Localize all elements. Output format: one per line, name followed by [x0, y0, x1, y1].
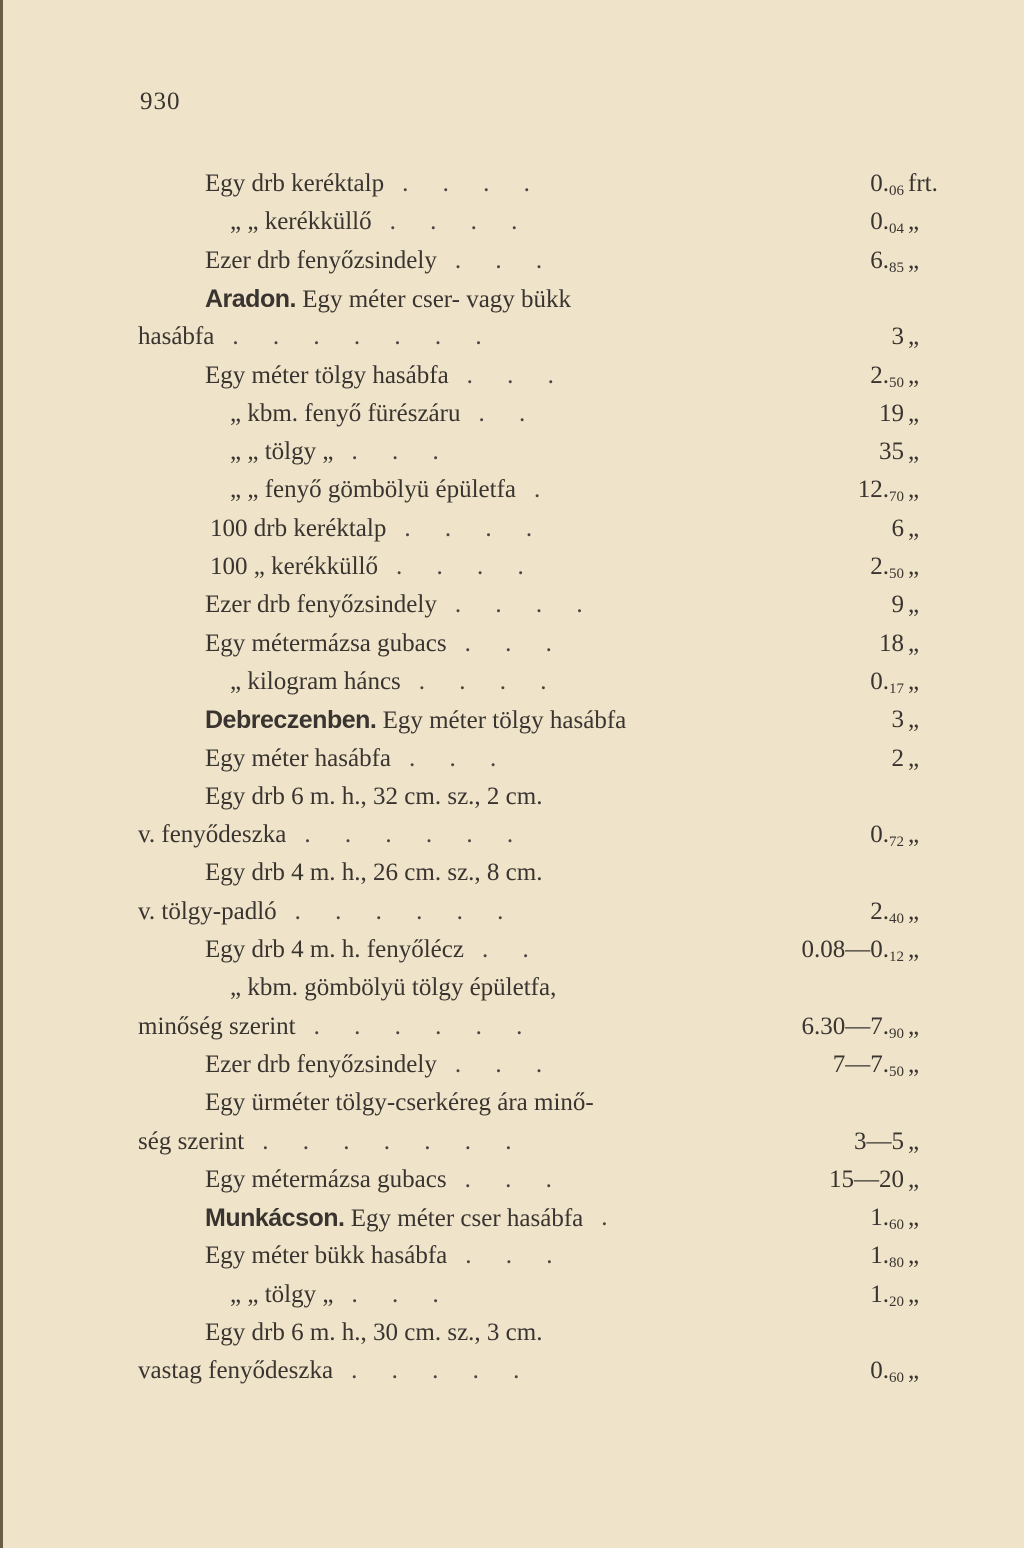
price-value	[870, 664, 904, 707]
item-text: Egy méter cser hasábfa	[344, 1205, 584, 1233]
price-line	[0, 511, 1024, 547]
price-line	[0, 1315, 1024, 1351]
item-text: Egy méter tölgy hasábfa	[376, 707, 627, 735]
item-description	[138, 1124, 244, 1160]
price-fraction: 72	[889, 834, 904, 851]
price-unit: „	[908, 476, 920, 504]
item-description	[205, 1085, 594, 1121]
price-unit: „	[908, 1280, 920, 1308]
price-fraction: 50	[889, 1063, 904, 1080]
price-line	[0, 1085, 1024, 1121]
item-description	[138, 1009, 296, 1045]
item-text: v. fenyődeszka	[138, 821, 287, 849]
item-text: Ezer drb fenyőzsindely	[205, 1050, 437, 1078]
item-description	[230, 204, 372, 240]
price-unit: „	[908, 1012, 920, 1040]
price-value	[870, 243, 904, 286]
item-description	[205, 1238, 447, 1274]
price-line	[0, 1200, 1024, 1236]
price-fraction: 12	[889, 949, 904, 965]
price-line	[0, 281, 1024, 317]
price-unit: „	[908, 936, 920, 963]
price-value	[870, 166, 904, 209]
leader-dots: . . . .	[402, 170, 544, 197]
item-text: „ kilogram háncs	[230, 667, 401, 695]
price-unit: „	[908, 553, 920, 580]
price-line	[0, 932, 1024, 968]
price-unit: „	[908, 744, 920, 772]
price-value	[892, 319, 905, 355]
price-value	[870, 817, 904, 860]
price-main: 1.	[870, 1280, 889, 1308]
price-unit: „	[908, 897, 920, 925]
price-line	[0, 626, 1024, 662]
price-value	[870, 204, 904, 247]
price-value	[833, 1047, 904, 1090]
price-main: 2.	[870, 553, 889, 580]
price-value	[892, 587, 905, 623]
item-text: Egy drb 4 m. h., 26 cm. sz., 8 cm.	[205, 859, 543, 887]
item-text: Egy métermázsa gubacs	[205, 1165, 447, 1193]
item-text: Egy méter tölgy hasábfa	[205, 361, 449, 389]
leader-dots: . . .	[454, 1050, 557, 1078]
city-heading: Debreczenben.	[205, 706, 377, 735]
price-main: 0.	[870, 667, 889, 695]
price-main: 2.	[870, 361, 889, 389]
price-main: 6.30—7.	[801, 1012, 889, 1040]
city-heading: Munkácson.	[205, 1204, 345, 1233]
price-line	[0, 1124, 1024, 1160]
price-fraction: 40	[889, 910, 904, 927]
price-line	[0, 472, 1024, 508]
leader-dots: . . . . .	[351, 1357, 534, 1385]
item-description	[230, 434, 333, 470]
item-description	[205, 281, 571, 318]
leader-dots: . . . .	[396, 553, 538, 580]
price-unit: „	[908, 1050, 920, 1078]
price-main: 3	[891, 706, 904, 734]
price-value	[879, 626, 904, 662]
price-value	[892, 741, 905, 777]
price-main: 6.	[870, 246, 889, 274]
price-fraction: 50	[889, 374, 904, 391]
price-value	[802, 1009, 905, 1052]
leader-dots: . . . .	[389, 208, 532, 236]
item-description	[205, 855, 542, 891]
price-value	[892, 511, 905, 547]
price-line	[0, 970, 1024, 1006]
item-description	[205, 1200, 583, 1237]
price-main: 0.08—0.	[801, 936, 889, 963]
leader-dots: . . . .	[454, 591, 597, 619]
item-description	[138, 319, 214, 355]
price-value	[879, 434, 904, 470]
price-unit: „	[908, 438, 920, 466]
leader-dots: . . .	[466, 361, 568, 389]
leader-dots: .	[601, 1204, 622, 1232]
price-line	[0, 779, 1024, 815]
page-number: 930	[140, 88, 181, 115]
price-main: 2	[891, 744, 904, 772]
price-unit: „	[908, 246, 920, 274]
leader-dots: . .	[481, 936, 543, 963]
price-unit: „	[908, 323, 920, 351]
price-main: 0.	[870, 821, 889, 849]
price-fraction: 04	[889, 221, 904, 238]
price-fraction: 70	[889, 489, 904, 506]
item-description	[205, 243, 437, 279]
item-text: „ „ fenyő gömbölyü épületfa	[230, 476, 517, 504]
price-unit: frt.	[908, 170, 938, 197]
item-description	[205, 1162, 447, 1198]
item-description	[138, 1353, 333, 1389]
leader-dots: . . . .	[404, 514, 547, 542]
item-description	[210, 511, 386, 547]
price-value	[802, 932, 905, 975]
price-unit: „	[908, 629, 920, 657]
item-text: Egy drb 6 m. h., 30 cm. sz., 3 cm.	[205, 1319, 543, 1346]
item-description	[205, 779, 542, 815]
item-text: 100 „ kerékküllő	[210, 553, 379, 580]
leader-dots: . . .	[464, 629, 566, 657]
leader-dots: . . .	[454, 246, 557, 274]
price-line	[0, 204, 1024, 240]
price-line	[0, 1162, 1024, 1198]
item-text: v. tölgy-padló	[138, 897, 277, 925]
price-unit: „	[908, 821, 920, 849]
price-main: 15—20	[829, 1165, 904, 1193]
price-unit: „	[908, 514, 920, 542]
price-line	[0, 243, 1024, 279]
price-fraction: 60	[889, 1217, 904, 1234]
price-line	[0, 434, 1024, 470]
price-line	[0, 549, 1024, 585]
city-heading: Aradon.	[205, 284, 296, 313]
item-description	[205, 1315, 542, 1351]
price-main: 2.	[870, 897, 889, 925]
item-description	[210, 549, 378, 585]
item-description	[230, 396, 460, 432]
item-text: minőség szerint	[138, 1012, 296, 1040]
price-fraction: 60	[889, 1370, 904, 1387]
price-line	[0, 702, 1024, 738]
price-unit: „	[908, 1204, 920, 1232]
item-description	[205, 358, 449, 394]
price-value	[870, 1277, 904, 1320]
price-main: 18	[879, 629, 904, 657]
leader-dots: . . .	[465, 1242, 567, 1270]
price-main: 3	[891, 323, 904, 351]
price-value	[879, 396, 904, 432]
price-main: 6	[891, 514, 904, 542]
item-description	[205, 166, 384, 202]
price-main: 0.	[870, 1357, 889, 1385]
leader-dots: . .	[478, 399, 540, 427]
leader-dots: . . . .	[418, 667, 561, 695]
item-description	[205, 626, 447, 662]
price-line	[0, 817, 1024, 853]
item-description	[230, 970, 556, 1006]
price-line	[0, 664, 1024, 700]
leader-dots: . . . . . .	[294, 897, 518, 925]
price-fraction: 06	[889, 183, 904, 199]
price-unit: „	[908, 208, 920, 236]
leader-dots: .	[534, 476, 555, 504]
leader-dots: . . .	[351, 438, 453, 466]
price-line	[0, 1353, 1024, 1389]
item-text: Ezer drb fenyőzsindely	[205, 246, 437, 274]
item-description	[138, 894, 277, 930]
price-fraction: 80	[889, 1255, 904, 1272]
price-main: 19	[879, 399, 904, 427]
price-value	[858, 472, 904, 515]
price-main: 0.	[870, 170, 889, 197]
price-fraction: 90	[889, 1025, 904, 1042]
price-main: 1.	[870, 1204, 889, 1232]
item-description	[205, 1047, 437, 1083]
item-text: Egy méter bükk hasábfa	[205, 1242, 448, 1270]
item-text: Egy drb 4 m. h. fenyőlécz	[205, 936, 464, 963]
price-value	[854, 1124, 904, 1160]
price-main: 0.	[870, 208, 889, 236]
price-fraction: 50	[889, 566, 904, 582]
item-description	[205, 741, 391, 777]
item-text: vastag fenyődeszka	[138, 1357, 334, 1385]
leader-dots: . . .	[409, 744, 511, 772]
item-description	[205, 587, 437, 623]
item-text: hasábfa	[138, 323, 215, 351]
price-line	[0, 166, 1024, 202]
item-description	[205, 932, 464, 968]
item-text: Egy métermázsa gubacs	[205, 629, 447, 657]
price-unit: „	[908, 1165, 920, 1193]
item-text: 100 drb keréktalp	[210, 514, 387, 542]
price-main: 9	[891, 591, 904, 619]
price-main: 7—7.	[832, 1050, 889, 1078]
price-fraction: 85	[889, 259, 904, 276]
price-unit: „	[908, 1242, 920, 1270]
leader-dots: . . . . . . .	[232, 323, 496, 351]
item-text: Egy méter hasábfa	[205, 744, 392, 772]
price-value	[870, 358, 904, 401]
item-description	[205, 702, 626, 739]
price-line	[0, 1047, 1024, 1083]
item-text: „ „ kerékküllő	[230, 208, 372, 236]
leader-dots: . . . . . . .	[262, 1127, 526, 1155]
item-description	[230, 472, 516, 508]
item-description	[230, 664, 401, 700]
item-text: „ „ tölgy „	[230, 1280, 334, 1308]
price-main: 35	[879, 438, 904, 466]
item-text: ség szerint	[138, 1127, 245, 1155]
price-unit: „	[908, 1357, 920, 1385]
price-line	[0, 319, 1024, 355]
leader-dots: . . .	[351, 1280, 453, 1308]
price-line	[0, 894, 1024, 930]
price-fraction: 20	[889, 1293, 904, 1310]
item-text: Ezer drb fenyőzsindely	[205, 591, 437, 619]
price-unit: „	[908, 591, 920, 619]
item-text: Egy ürméter tölgy-cserkéreg ára minő-	[205, 1089, 594, 1117]
price-value	[870, 1238, 904, 1281]
price-unit: „	[908, 361, 920, 389]
price-unit: „	[908, 706, 920, 734]
price-value	[870, 549, 904, 592]
price-main: 1.	[870, 1242, 889, 1270]
price-line	[0, 1009, 1024, 1045]
item-text: „ „ tölgy „	[230, 438, 334, 466]
leader-dots: . . .	[464, 1165, 566, 1193]
price-unit: „	[908, 399, 920, 427]
price-line	[0, 855, 1024, 891]
item-text: Egy drb 6 m. h., 32 cm. sz., 2 cm.	[205, 782, 543, 810]
price-line	[0, 741, 1024, 777]
price-value	[870, 1353, 904, 1396]
price-value	[892, 702, 905, 738]
leader-dots: . . . . . .	[304, 821, 528, 849]
item-description	[230, 1277, 333, 1313]
price-main: 12.	[857, 476, 889, 504]
price-line	[0, 1238, 1024, 1274]
leader-dots: . . . . . .	[313, 1012, 537, 1040]
price-value	[829, 1162, 904, 1198]
price-line	[0, 1277, 1024, 1313]
price-unit: „	[908, 1127, 920, 1155]
item-description	[138, 817, 286, 853]
price-main: 3—5	[854, 1127, 904, 1155]
price-value	[870, 1200, 904, 1243]
item-text: Egy drb keréktalp	[205, 170, 385, 197]
price-line	[0, 396, 1024, 432]
price-line	[0, 587, 1024, 623]
price-line	[0, 358, 1024, 394]
item-text: „ kbm. fenyő fürészáru	[230, 399, 461, 427]
item-text: „ kbm. gömbölyü tölgy épületfa,	[230, 974, 557, 1002]
price-unit: „	[908, 667, 920, 695]
item-text: Egy méter cser- vagy bükk	[295, 285, 572, 313]
price-fraction: 17	[889, 680, 904, 697]
price-value	[870, 894, 904, 937]
